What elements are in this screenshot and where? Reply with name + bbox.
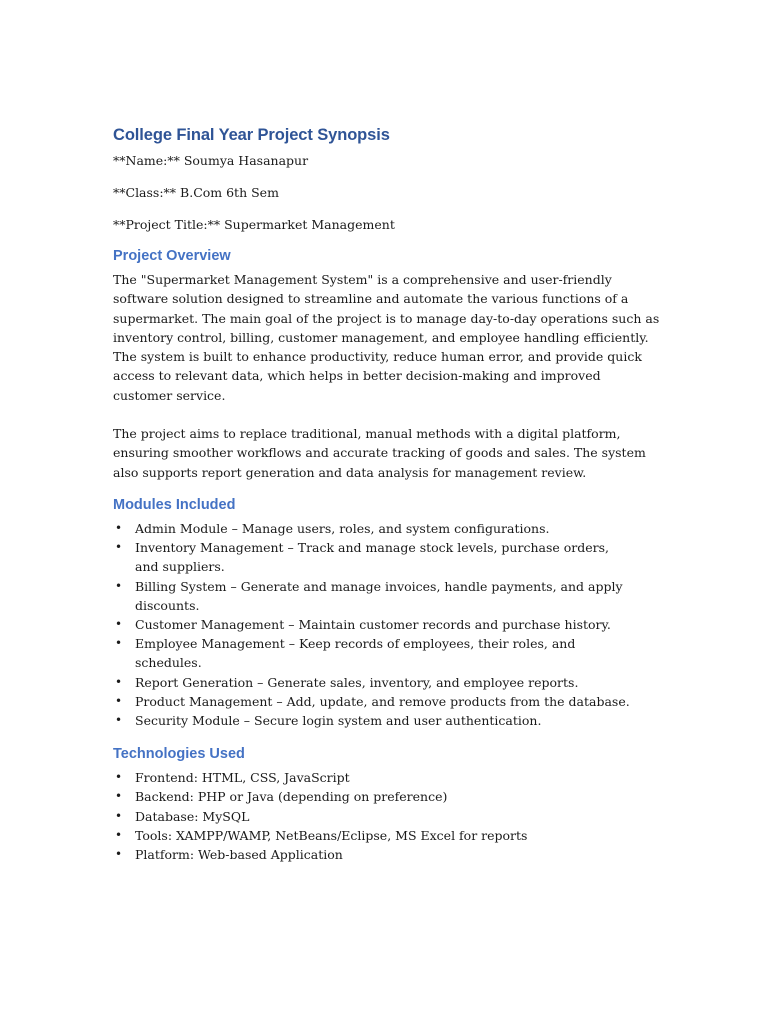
list-item <box>113 768 633 787</box>
bullet-icon: • <box>115 540 123 555</box>
list-item <box>113 634 633 672</box>
bullet-icon: • <box>115 616 123 631</box>
bullet-icon: • <box>115 789 123 804</box>
list-item-text: Database: MySQL <box>135 808 250 824</box>
overview-heading: Project Overview <box>113 248 231 264</box>
list-item-text: Customer Management – Maintain customer records and purchase history. <box>135 616 611 632</box>
list-item <box>113 615 633 634</box>
spacer <box>113 730 668 744</box>
list-item-text: Security Module – Secure login system and user authentication. <box>135 713 542 728</box>
list-item-text: Platform: Web-based Application <box>135 847 343 863</box>
modules-heading: Modules Included <box>113 496 236 513</box>
list-item <box>113 826 633 845</box>
list-item-text: Report Generation – Generate sales, inventory, and employee reports. <box>135 674 579 690</box>
bullet-icon: • <box>115 578 123 593</box>
bullet-icon: • <box>115 827 123 842</box>
list-item-text: Backend: PHP or Java (depending on preference) <box>135 789 448 805</box>
list-item-text: Frontend: HTML, CSS, JavaScript <box>135 770 350 786</box>
list-item-text: Admin Module – Manage users, roles, and system configurations. <box>135 520 550 536</box>
list-item <box>113 807 633 826</box>
overview-paragraph: The project aims to replace traditional, manual methods with a digital platform, ensuring smoother workflows and accurate tracking of goods and sales. The system also supports report generation and data analysis for management review. <box>113 426 646 480</box>
list-item <box>113 519 633 538</box>
technologies-list <box>113 768 633 864</box>
bullet-icon: • <box>115 847 123 862</box>
list-item-text: Employee Management – Keep records of employees, their roles, and schedules. <box>135 636 576 671</box>
list-item-text: Tools: XAMPP/WAMP, NetBeans/Eclipse, MS Excel for reports <box>135 827 528 843</box>
bullet-icon: • <box>115 770 123 785</box>
bullet-icon: • <box>115 693 123 708</box>
list-item <box>113 787 633 806</box>
overview-paragraph: The "Supermarket Management System" is a comprehensive and user-friendly software solution designed to streamline and automate the various functions of a supermarket. The main goal of the project is to manage day-to-day operations such as inventory control, billing, customer management, and employee handling efficiently. The system is built to enhance productivity, reduce human error, and provide quick access to relevant data, which helps in better decision-making and improved customer service. <box>113 272 660 403</box>
project-title-field: **Project Title:** Supermarket Management <box>113 217 395 232</box>
bullet-icon: • <box>115 808 123 823</box>
list-item <box>113 692 633 711</box>
list-item <box>113 538 633 576</box>
document-title: College Final Year Project Synopsis <box>113 126 390 144</box>
bullet-icon: • <box>115 636 123 651</box>
bullet-icon: • <box>115 674 123 689</box>
list-item-text: Billing System – Generate and manage invoices, handle payments, and apply discounts. <box>135 578 623 613</box>
modules-list <box>113 519 633 730</box>
list-item <box>113 845 633 864</box>
spacer <box>113 482 668 495</box>
bullet-icon: • <box>115 520 123 535</box>
list-item-text: Product Management – Add, update, and remove products from the database. <box>135 693 630 709</box>
list-item <box>113 673 633 692</box>
list-item-text: Inventory Management – Track and manage stock levels, purchase orders, and suppliers. <box>135 540 610 575</box>
name-field: **Name:** Soumya Hasanapur <box>113 153 309 168</box>
bullet-icon: • <box>115 713 123 727</box>
list-item <box>113 577 633 615</box>
list-item <box>113 711 633 730</box>
technologies-heading: Technologies Used <box>113 746 245 763</box>
class-field: **Class:** B.Com 6th Sem <box>113 185 279 200</box>
